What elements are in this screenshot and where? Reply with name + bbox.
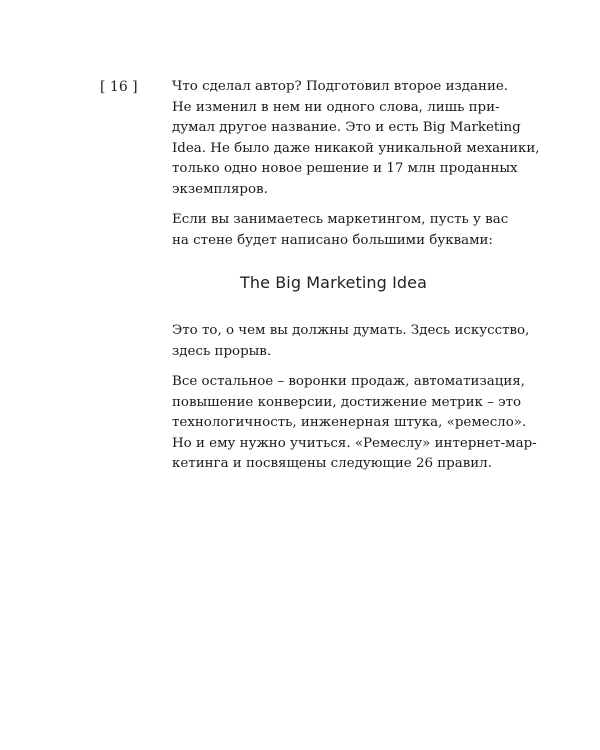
paragraph-1: [172, 77, 540, 200]
text-line: Если вы занимаетесь маркетингом, пусть у вас: [172, 212, 509, 227]
text-line: здесь прорыв.: [172, 343, 272, 359]
text-line: Idea. Не было даже никакой уникальной механики,: [172, 140, 540, 156]
text-line: на стене будет написано большими буквами:: [172, 232, 493, 248]
text-line: кетинга и посвящены следующие 26 правил.: [172, 456, 492, 471]
headline-big-marketing-idea: The Big Marketing Idea: [239, 273, 428, 292]
body-text: [172, 77, 540, 485]
paragraph-2: [172, 210, 509, 251]
paragraph-3: [172, 321, 530, 362]
text-line: повышение конверсии, достижение метрик – это: [172, 394, 522, 410]
text-line: только одно новое решение и 17 млн проданных: [172, 161, 518, 176]
text-line: Что сделал автор? Подготовил второе издание.: [172, 79, 509, 94]
text-line: думал другое название. Это и есть Big Marketing: [172, 120, 521, 135]
text-line: Все остальное – воронки продаж, автоматизация,: [172, 374, 525, 389]
text-line: Но и ему нужно учиться. «Ремеслу» интернет-мар-: [172, 435, 537, 451]
text-line: Не изменил в нем ни одного слова, лишь при-: [172, 99, 500, 115]
text-line: Это то, о чем вы должны думать. Здесь искусство,: [172, 323, 530, 338]
page-number: [ 16 ]: [100, 79, 138, 95]
text-line: технологичность, инженерная штука, «ремесло».: [172, 415, 527, 430]
paragraph-4: [172, 372, 537, 475]
text-line: экземпляров.: [172, 181, 268, 197]
